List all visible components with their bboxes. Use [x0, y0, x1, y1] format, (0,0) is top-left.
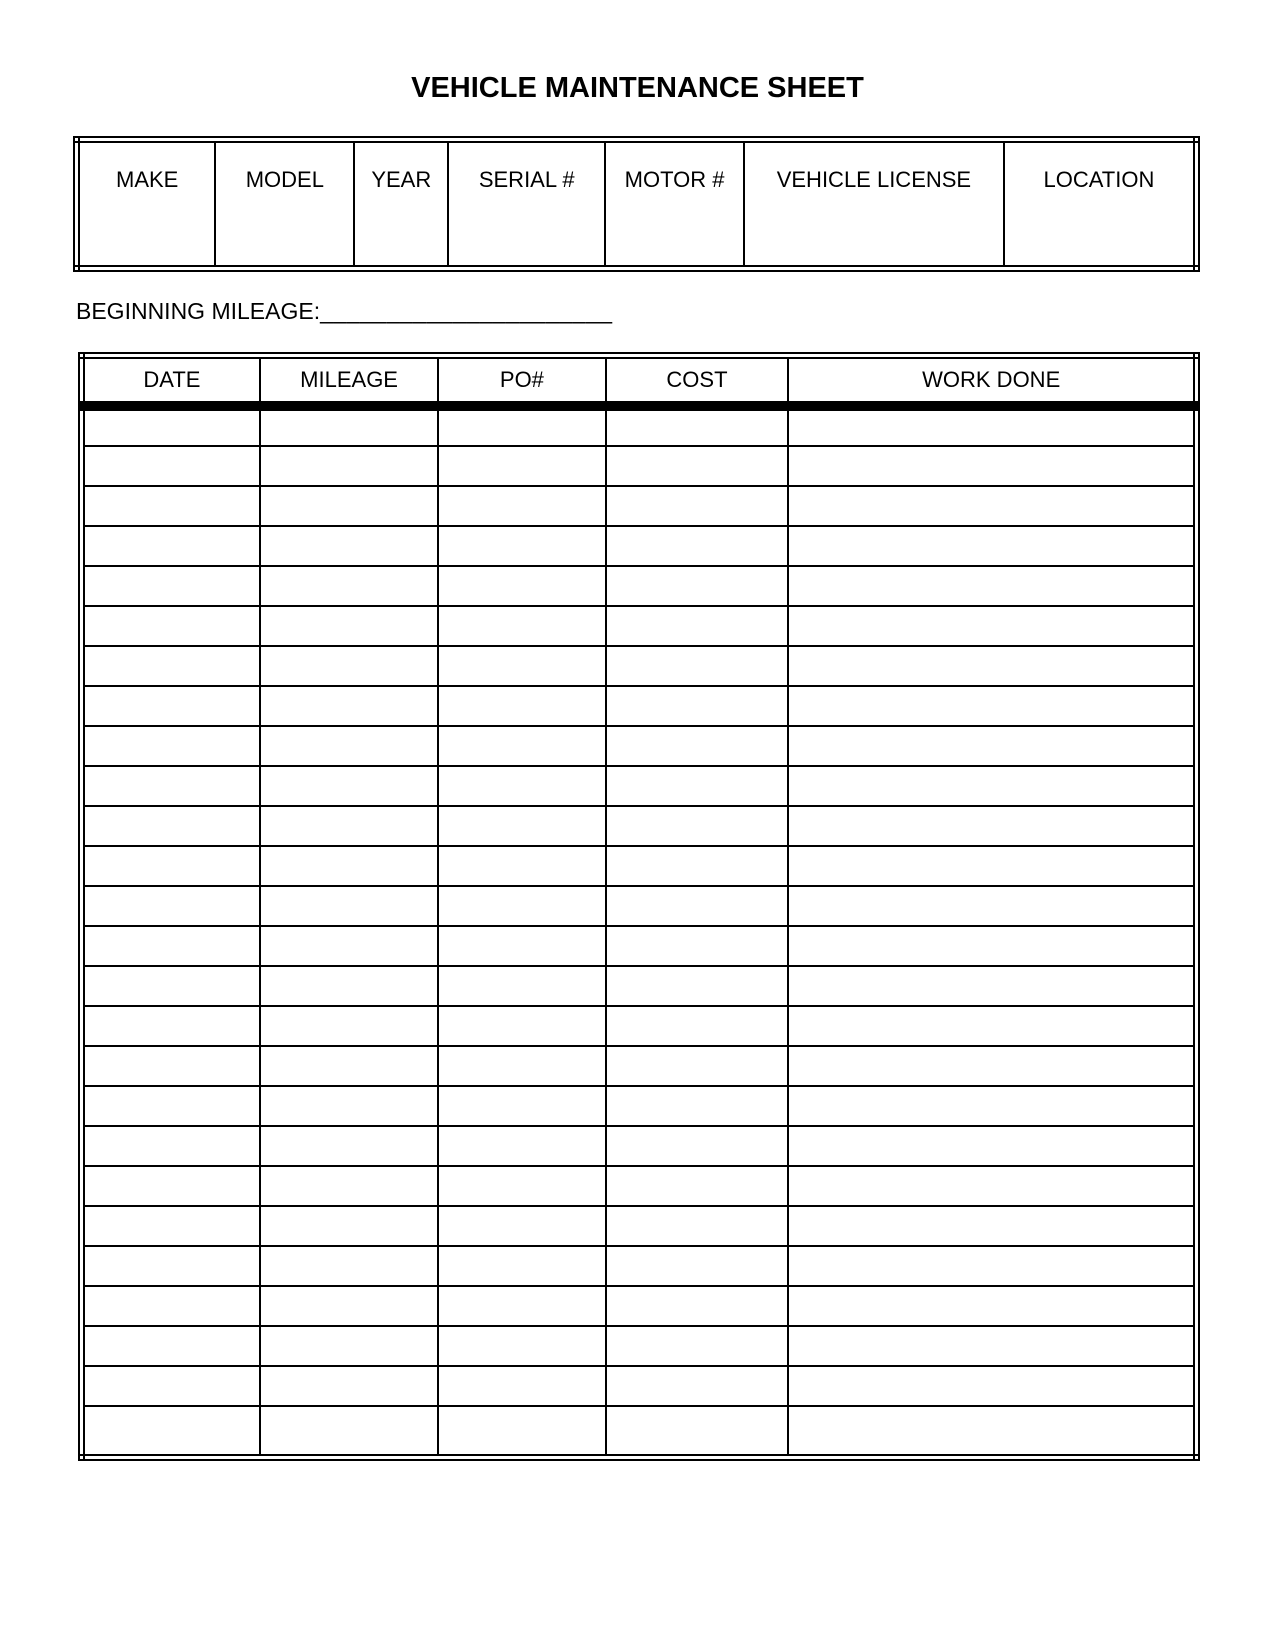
log-cell: [788, 686, 1196, 726]
log-cell: [260, 406, 438, 446]
log-cell: [788, 966, 1196, 1006]
log-row: [82, 686, 1197, 726]
log-cell: [82, 886, 260, 926]
log-header-cost: COST: [606, 356, 789, 406]
log-cell: [438, 886, 605, 926]
log-cell: [438, 1286, 605, 1326]
log-cell: [606, 1086, 789, 1126]
log-cell: [788, 1006, 1196, 1046]
log-cell: [606, 1166, 789, 1206]
log-cell: [438, 1366, 605, 1406]
log-cell: [260, 686, 438, 726]
log-row: [82, 1246, 1197, 1286]
vehicle-info-cell-location: LOCATION: [1004, 140, 1197, 269]
log-cell: [606, 846, 789, 886]
log-cell: [788, 1286, 1196, 1326]
log-cell: [260, 566, 438, 606]
log-cell: [438, 1046, 605, 1086]
log-cell: [82, 1366, 260, 1406]
log-cell: [438, 1086, 605, 1126]
log-cell: [260, 766, 438, 806]
log-cell: [438, 766, 605, 806]
log-row: [82, 1366, 1197, 1406]
log-row: [82, 1126, 1197, 1166]
log-cell: [82, 966, 260, 1006]
log-cell: [788, 846, 1196, 886]
log-cell: [438, 566, 605, 606]
log-cell: [606, 406, 789, 446]
log-cell: [82, 1006, 260, 1046]
log-cell: [788, 1166, 1196, 1206]
log-cell: [606, 966, 789, 1006]
log-cell: [82, 406, 260, 446]
log-cell: [82, 526, 260, 566]
vehicle-info-table-container: [73, 136, 1200, 272]
log-cell: [606, 1406, 789, 1458]
log-cell: [606, 486, 789, 526]
log-cell: [606, 566, 789, 606]
log-cell: [260, 526, 438, 566]
log-cell: [438, 486, 605, 526]
log-cell: [606, 1126, 789, 1166]
log-row: [82, 1286, 1197, 1326]
log-cell: [606, 686, 789, 726]
log-cell: [260, 886, 438, 926]
log-row: [82, 926, 1197, 966]
log-cell: [606, 1046, 789, 1086]
log-cell: [260, 646, 438, 686]
log-cell: [82, 1326, 260, 1366]
log-cell: [438, 1166, 605, 1206]
log-cell: [438, 646, 605, 686]
log-cell: [438, 406, 605, 446]
log-cell: [788, 486, 1196, 526]
log-cell: [788, 1206, 1196, 1246]
log-cell: [606, 1366, 789, 1406]
log-row: [82, 526, 1197, 566]
beginning-mileage-blank: ______________________: [320, 298, 613, 324]
vehicle-info-cell-year: YEAR: [354, 140, 448, 269]
log-cell: [82, 846, 260, 886]
log-row: [82, 486, 1197, 526]
log-header-date: DATE: [82, 356, 260, 406]
vehicle-info-cell-license: VEHICLE LICENSE: [744, 140, 1004, 269]
log-cell: [82, 606, 260, 646]
log-cell: [788, 1046, 1196, 1086]
log-cell: [438, 1326, 605, 1366]
log-cell: [438, 726, 605, 766]
log-cell: [82, 1086, 260, 1126]
log-cell: [606, 646, 789, 686]
log-cell: [82, 766, 260, 806]
log-row: [82, 646, 1197, 686]
log-cell: [788, 446, 1196, 486]
log-cell: [260, 446, 438, 486]
log-cell: [788, 926, 1196, 966]
vehicle-info-table: [73, 136, 1200, 272]
log-cell: [788, 806, 1196, 846]
log-cell: [260, 1246, 438, 1286]
log-cell: [438, 1406, 605, 1458]
log-cell: [82, 806, 260, 846]
log-cell: [438, 606, 605, 646]
log-cell: [606, 766, 789, 806]
log-cell: [82, 726, 260, 766]
log-cell: [82, 646, 260, 686]
log-cell: [438, 1006, 605, 1046]
log-cell: [82, 1206, 260, 1246]
log-cell: [788, 1126, 1196, 1166]
log-cell: [606, 886, 789, 926]
log-cell: [438, 1126, 605, 1166]
log-cell: [260, 806, 438, 846]
log-row: [82, 406, 1197, 446]
log-cell: [260, 966, 438, 1006]
log-row: [82, 766, 1197, 806]
log-cell: [82, 1126, 260, 1166]
log-cell: [260, 846, 438, 886]
log-cell: [606, 1286, 789, 1326]
log-header-workdone: WORK DONE: [788, 356, 1196, 406]
log-row: [82, 446, 1197, 486]
log-cell: [606, 1246, 789, 1286]
log-cell: [606, 726, 789, 766]
log-cell: [438, 926, 605, 966]
log-cell: [438, 1246, 605, 1286]
log-table-body: [82, 406, 1197, 1458]
log-cell: [82, 1406, 260, 1458]
log-header-row: [82, 356, 1197, 406]
log-cell: [606, 1206, 789, 1246]
log-row: [82, 1206, 1197, 1246]
log-cell: [438, 686, 605, 726]
log-cell: [82, 926, 260, 966]
log-cell: [606, 1006, 789, 1046]
vehicle-info-row: [77, 140, 1197, 269]
vehicle-info-cell-serial: SERIAL #: [448, 140, 605, 269]
log-cell: [438, 806, 605, 846]
log-cell: [438, 446, 605, 486]
log-cell: [788, 1246, 1196, 1286]
log-row: [82, 806, 1197, 846]
log-cell: [788, 566, 1196, 606]
log-cell: [260, 1126, 438, 1166]
log-cell: [260, 1166, 438, 1206]
log-cell: [788, 1406, 1196, 1458]
log-cell: [788, 886, 1196, 926]
log-row: [82, 1406, 1197, 1458]
log-row: [82, 566, 1197, 606]
log-cell: [260, 926, 438, 966]
vehicle-info-cell-make: MAKE: [77, 140, 216, 269]
log-cell: [82, 1046, 260, 1086]
log-cell: [606, 446, 789, 486]
log-cell: [260, 486, 438, 526]
log-cell: [788, 526, 1196, 566]
log-cell: [606, 606, 789, 646]
vehicle-info-cell-motor: MOTOR #: [605, 140, 744, 269]
log-row: [82, 726, 1197, 766]
log-cell: [260, 1086, 438, 1126]
maintenance-log-table: [78, 352, 1200, 1461]
log-header-po: PO#: [438, 356, 605, 406]
log-row: [82, 1326, 1197, 1366]
log-cell: [260, 1046, 438, 1086]
page-title: VEHICLE MAINTENANCE SHEET: [411, 72, 864, 104]
log-cell: [788, 606, 1196, 646]
log-cell: [82, 686, 260, 726]
log-row: [82, 846, 1197, 886]
log-row: [82, 1006, 1197, 1046]
log-cell: [82, 566, 260, 606]
log-cell: [82, 486, 260, 526]
log-cell: [260, 1286, 438, 1326]
log-cell: [82, 1166, 260, 1206]
log-row: [82, 1166, 1197, 1206]
log-cell: [438, 966, 605, 1006]
log-cell: [260, 1006, 438, 1046]
log-cell: [788, 726, 1196, 766]
log-cell: [260, 726, 438, 766]
log-cell: [438, 1206, 605, 1246]
log-cell: [606, 926, 789, 966]
log-row: [82, 1086, 1197, 1126]
beginning-mileage-label: BEGINNING MILEAGE:: [76, 298, 321, 324]
log-row: [82, 966, 1197, 1006]
log-cell: [788, 1086, 1196, 1126]
log-cell: [82, 1286, 260, 1326]
log-cell: [606, 806, 789, 846]
log-cell: [260, 1206, 438, 1246]
log-cell: [260, 1406, 438, 1458]
log-cell: [788, 1326, 1196, 1366]
log-cell: [82, 446, 260, 486]
log-cell: [260, 1326, 438, 1366]
vehicle-info-cell-model: MODEL: [215, 140, 354, 269]
log-cell: [606, 1326, 789, 1366]
log-cell: [788, 1366, 1196, 1406]
log-cell: [788, 766, 1196, 806]
log-cell: [260, 1366, 438, 1406]
log-header-mileage: MILEAGE: [260, 356, 438, 406]
log-cell: [438, 846, 605, 886]
log-cell: [438, 526, 605, 566]
log-cell: [606, 526, 789, 566]
log-row: [82, 886, 1197, 926]
log-cell: [788, 406, 1196, 446]
maintenance-log-table-container: [78, 352, 1200, 1461]
beginning-mileage-line: [76, 298, 613, 325]
log-cell: [260, 606, 438, 646]
log-cell: [82, 1246, 260, 1286]
log-cell: [788, 646, 1196, 686]
log-row: [82, 1046, 1197, 1086]
log-row: [82, 606, 1197, 646]
